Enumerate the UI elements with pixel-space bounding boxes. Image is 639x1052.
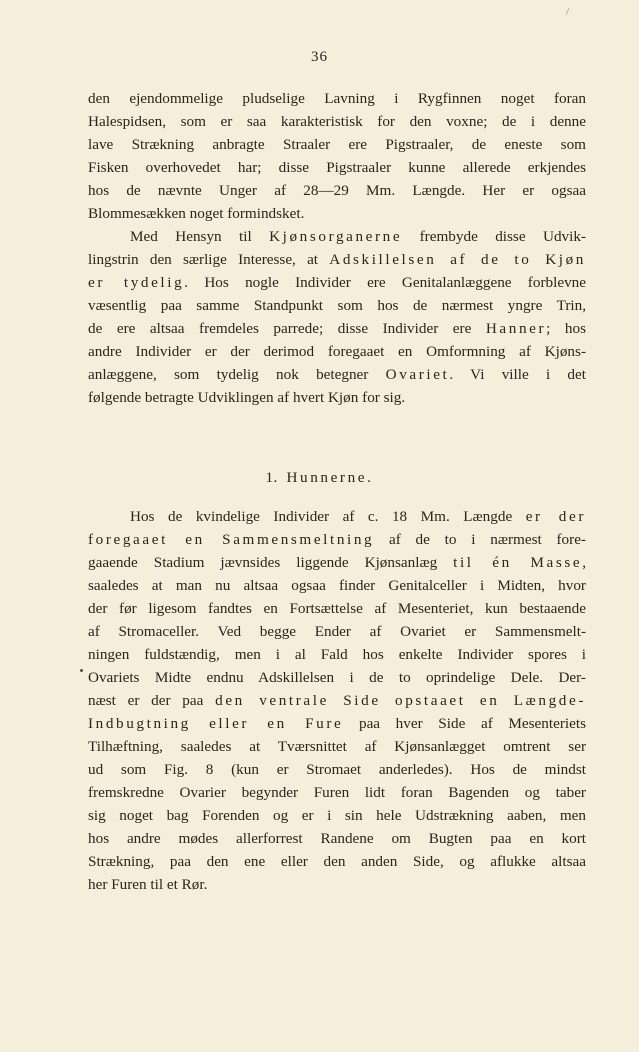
ink-speck (80, 669, 83, 672)
emphasis-text: Indbugtning eller en Fure (88, 715, 344, 732)
text-line: Med Hensyn til Kjønsorganerne frembyde disse Udvik- (130, 228, 586, 245)
text-line: ud som Fig. 8 (kun er Stromaet anderledes). Hos de mindst (88, 761, 586, 778)
text-line: næst er der paa den ventrale Side opstaaet en Længde- (88, 692, 586, 709)
emphasis-text: er tydelig (88, 274, 185, 291)
text-line: Strækning, paa den ene eller den anden Side, og aflukke altsaa (88, 853, 586, 870)
text-line: fremskredne Ovarier begynder Furen lidt foran Bagenden og taber (88, 784, 586, 801)
emphasis-text: til én Masse (453, 554, 583, 571)
text-line: Tilhæftning, saaledes at Tværsnittet af Kjønsanlægget omtrent ser (88, 738, 586, 755)
text-line: ningen fuldstændig, men i al Fald hos enkelte Individer spores i (88, 646, 586, 663)
emphasis-text: den ventrale Side opstaaet en Længde- (215, 692, 586, 709)
emphasis-text: er der (525, 508, 586, 525)
text-line: der før ligesom fandtes en Fortsættelse af Mesenteriet, kun bestaaende (88, 600, 586, 617)
text-line: hos de nævnte Unger af 28—29 Mm. Længde. Her er ogsaa (88, 182, 586, 199)
section-number: 1. (265, 469, 278, 486)
text-line: Blommesækken noget formindsket. (88, 205, 305, 222)
text-line: lingstrin den særlige Interesse, at Adskillelsen af de to Kjøn (88, 251, 586, 268)
text-line: gaaende Stadium jævnsides liggende Kjønsanlæg til én Masse, (88, 554, 586, 571)
text-line: her Furen til et Rør. (88, 876, 208, 893)
text-line: følgende betragte Udviklingen af hvert Kjøn for sig. (88, 389, 406, 406)
emphasis-text: foregaaet en Sammensmeltning (88, 531, 375, 548)
text-line: den ejendommelige pludselige Lavning i Rygfinnen noget foran (88, 90, 586, 107)
text-line: Ovariets Midte endnu Adskillelsen i de to oprindelige Dele. Der- (88, 669, 586, 686)
emphasis-text: Ovariet (385, 366, 450, 383)
text-line: saaledes at man nu altsaa ogsaa finder Genitalceller i Midten, hvor (88, 577, 586, 594)
text-line: foregaaet en Sammensmeltning af de to i nærmest fore- (88, 531, 586, 548)
emphasis-text: Adskillelsen af de to Kjøn (329, 251, 586, 268)
text-line: sig noget bag Forenden og er i sin hele Udstrækning aaben, men (88, 807, 586, 824)
text-line: er tydelig. Hos nogle Individer ere Genitalanlæggene forblevne (88, 274, 587, 291)
text-line: anlæggene, som tydelig nok betegner Ovariet. Vi ville i det (88, 366, 586, 383)
emphasis-text: Hanner (485, 320, 547, 337)
text-line: af Stromaceller. Ved begge Ender af Ovariet er Sammensmelt- (88, 623, 586, 640)
text-line: Indbugtning eller en Fure paa hver Side af Mesenteriets (88, 715, 586, 732)
text-line: væsentlig paa samme Standpunkt som hos de nærmest yngre Trin, (88, 297, 586, 314)
section-heading (0, 467, 639, 489)
text-line: hos andre mødes allerforrest Randene om Bugten paa en kort (88, 830, 586, 847)
text-line: lave Strækning anbragte Straaler ere Pigstraaler, de eneste som (88, 136, 586, 153)
section-title: Hunnerne. (286, 469, 374, 486)
text-line: Hos de kvindelige Individer af c. 18 Mm. Længde er der (130, 508, 586, 525)
text-line: andre Individer er der derimod foregaaet en Omformning af Kjøns- (88, 343, 586, 360)
emphasis-text: Kjønsorganerne (269, 228, 403, 245)
margin-mark: / (566, 6, 570, 18)
text-line: de ere altsaa fremdeles parrede; disse Individer ere Hanner; hos (88, 320, 586, 337)
text-line: Fisken overhovedet har; disse Pigstraaler kunne allerede erkjendes (88, 159, 586, 176)
page-number: 36 (311, 49, 328, 65)
text-line: Halespidsen, som er saa karakteristisk for den voxne; de i denne (88, 113, 586, 130)
